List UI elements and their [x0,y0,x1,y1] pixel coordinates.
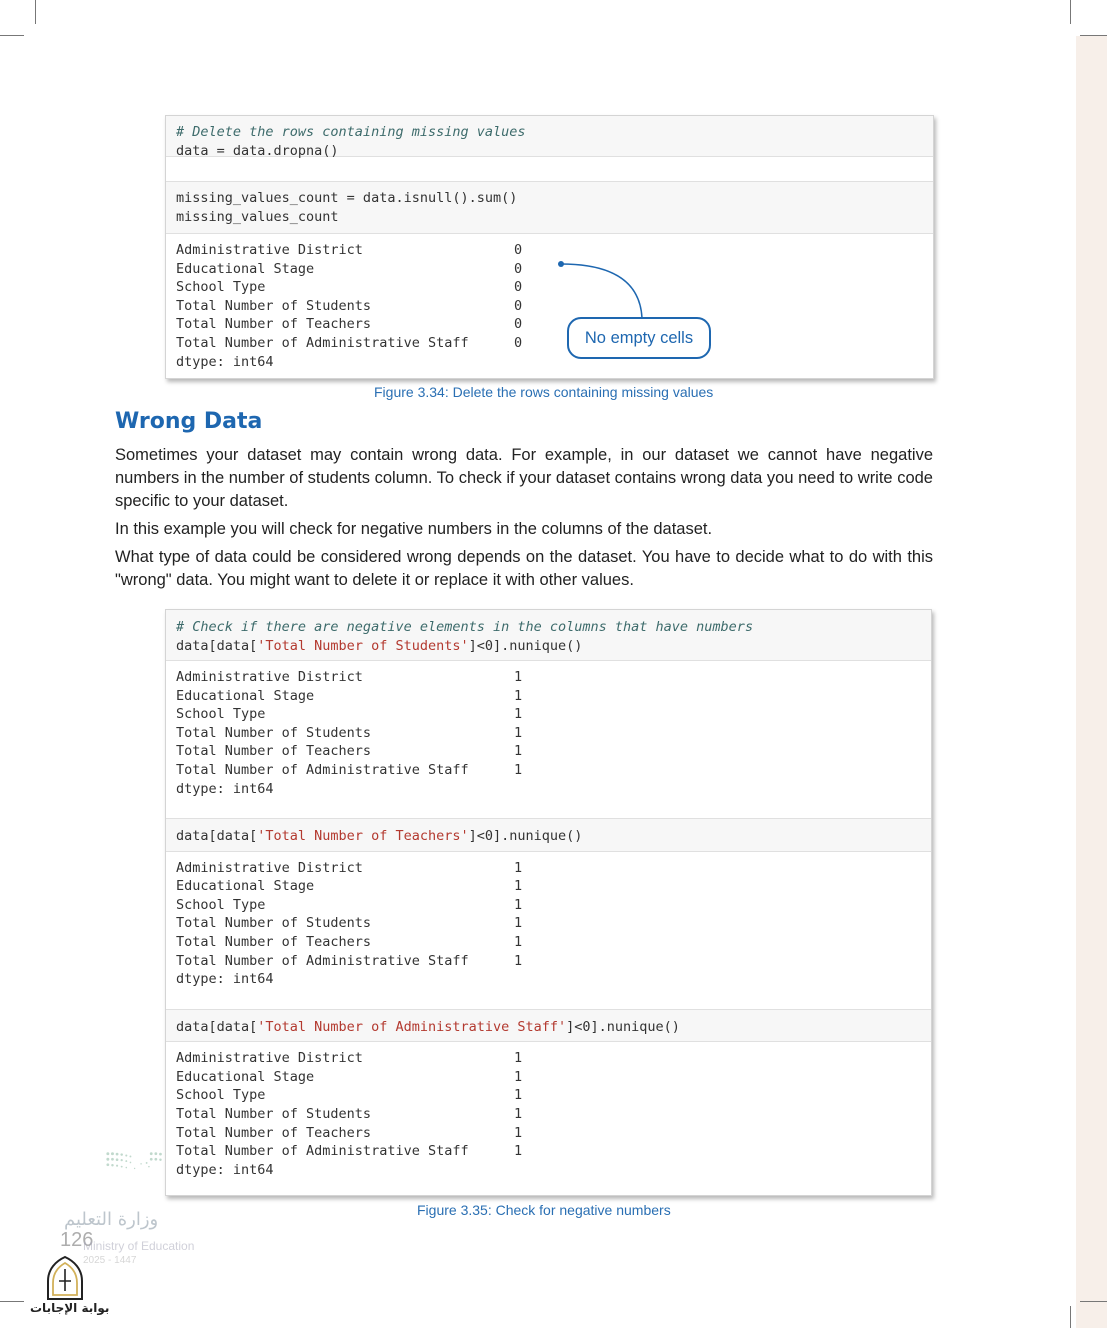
output-value: 1 [514,1068,523,1085]
output-row [176,668,921,687]
output-row [176,705,921,724]
code-string: 'Total Number of Teachers' [257,828,469,845]
callout-no-empty-cells: No empty cells [567,317,711,359]
output-column-name: School Type [176,896,266,913]
output-row [176,315,923,334]
callout-line [561,264,642,318]
output-dtype: dtype: int64 [176,971,274,988]
answers-portal-logo-text: بوابة الإجابات [30,1301,110,1315]
figure-caption: Figure 3.34: Delete the rows containing missing values [374,384,714,400]
output-row [176,260,923,279]
output-row [176,1086,921,1105]
code-line [176,1018,921,1037]
output-row [176,1068,921,1087]
output-value: 1 [514,669,523,685]
paragraph: What type of data could be considered wrong depends on the dataset. You have to decide what to do with this "wrong" data. You might want to delete it or replace it with other values. [115,548,933,589]
code-token: data[data[ [176,1018,258,1035]
code-line [176,637,921,656]
output-value: 1 [514,933,523,950]
output-column-name: Total Number of Administrative Staff [176,1143,469,1160]
output-column-name: Total Number of Administrative Staff [176,334,469,351]
output-value: 1 [514,761,523,778]
paragraph: In this example you will check for negative numbers in the columns of the dataset. [115,520,713,538]
output-value: 1 [514,1105,523,1122]
output-column-name: Total Number of Teachers [176,316,372,333]
output-column-name: Total Number of Teachers [176,743,372,760]
output-row [176,914,921,933]
code-cell-input [166,610,931,661]
output-block [166,1042,931,1183]
ministry-english-name: Ministry of Education [83,1239,195,1253]
output-column-name: Educational Stage [176,1068,315,1085]
code-token: ]<0].nunique() [566,1018,680,1035]
output-dtype: dtype: int64 [176,1161,274,1178]
crop-mark [1070,0,1071,24]
output-value: 0 [514,242,523,258]
output-value: 0 [514,297,523,314]
output-value: 0 [514,316,523,333]
code-comment: # Delete the rows containing missing values [176,124,526,140]
output-row [176,933,921,952]
output-value: 1 [514,1143,523,1160]
output-row [176,952,921,971]
code-token: ]<0].nunique() [468,637,583,654]
page-edge-strip [1076,36,1107,1328]
crop-mark [1080,1301,1107,1302]
output-value: 1 [514,1050,523,1067]
output-block [166,661,931,818]
output-value: 1 [514,952,523,969]
callout-connector [555,255,655,325]
output-column-name: Total Number of Teachers [176,1124,372,1141]
paragraph: Sometimes your dataset may contain wrong data. For example, in our dataset we cannot have negative numbers in the number of students column. To check if your dataset contains wrong data you need to write code specific to your dataset. [115,446,933,510]
code-line: missing_values_count [176,208,339,225]
output-column-name: Total Number of Students [176,297,372,314]
output-value: 0 [514,334,523,351]
output-row [176,724,921,743]
output-row [176,1124,921,1143]
output-column-name: School Type [176,1087,266,1104]
output-value: 1 [514,1087,523,1104]
figure-caption: Figure 3.35: Check for negative numbers [417,1202,671,1218]
output-block [166,852,931,1009]
output-value: 1 [514,706,523,723]
output-column-name: Educational Stage [176,878,315,895]
output-row [176,1049,921,1068]
output-row [176,278,923,297]
output-column-name: Administrative District [176,859,363,876]
crop-mark [1070,1306,1071,1328]
output-row [176,761,921,780]
output-column-name: Educational Stage [176,687,315,704]
ministry-arabic-name: وزارة التعليم [64,1209,159,1230]
output-column-name: School Type [176,279,266,296]
code-token: data[data[ [176,637,258,654]
code-line: data = data.dropna() [176,142,339,159]
section-heading: Wrong Data [115,409,263,434]
cell-separator [166,157,933,182]
code-token: data[data[ [176,828,258,845]
code-cell-input [166,818,931,852]
output-value: 1 [514,1124,523,1141]
output-column-name: Total Number of Students [176,724,372,741]
figure-3-35-code-panel [165,609,932,1196]
output-value: 1 [514,687,523,704]
page-number: 126 [60,1229,94,1251]
output-value: 1 [514,859,523,876]
output-row [176,896,921,915]
output-value: 1 [514,878,523,895]
answers-portal-logo [44,1255,86,1301]
code-string: 'Total Number of Administrative Staff' [257,1018,567,1035]
output-dtype: dtype: int64 [176,353,274,370]
code-string: 'Total Number of Students' [257,637,469,654]
output-row [176,742,921,761]
output-column-name: Administrative District [176,242,363,258]
output-column-name: Total Number of Teachers [176,933,372,950]
output-value: 1 [514,743,523,760]
output-block [166,234,933,375]
code-cell-input [166,1009,931,1043]
figure-3-34-code-panel [165,115,934,379]
crop-mark [0,35,24,36]
output-dtype: dtype: int64 [176,780,274,797]
output-row [176,297,923,316]
code-line [176,827,921,846]
crop-mark [0,1301,24,1302]
output-row [176,1105,921,1124]
output-row [176,1142,921,1161]
code-token: ]<0].nunique() [468,828,583,845]
output-value: 0 [514,279,523,296]
output-column-name: Administrative District [176,669,363,685]
output-row [176,877,921,896]
output-column-name: Total Number of Administrative Staff [176,761,469,778]
ministry-year: 2025 - 1447 [83,1255,137,1266]
output-row [176,241,923,260]
output-row [176,687,921,706]
output-column-name: Educational Stage [176,260,315,277]
code-line: missing_values_count = data.isnull().sum() [176,190,518,206]
code-cell-dropna [166,116,933,157]
ministry-dots-logo [62,1150,222,1210]
output-value: 1 [514,915,523,932]
crop-mark [35,0,36,24]
code-comment: # Check if there are negative elements in the columns that have numbers [176,619,754,635]
output-row [176,859,921,878]
output-column-name: Total Number of Students [176,1105,372,1122]
output-value: 0 [514,260,523,277]
code-cell-isnull [166,182,933,234]
output-value: 1 [514,724,523,741]
output-value: 1 [514,896,523,913]
output-column-name: Total Number of Administrative Staff [176,952,469,969]
output-row [176,334,923,353]
crop-mark [1080,35,1107,36]
output-column-name: Administrative District [176,1050,363,1067]
output-column-name: Total Number of Students [176,915,372,932]
output-column-name: School Type [176,706,266,723]
